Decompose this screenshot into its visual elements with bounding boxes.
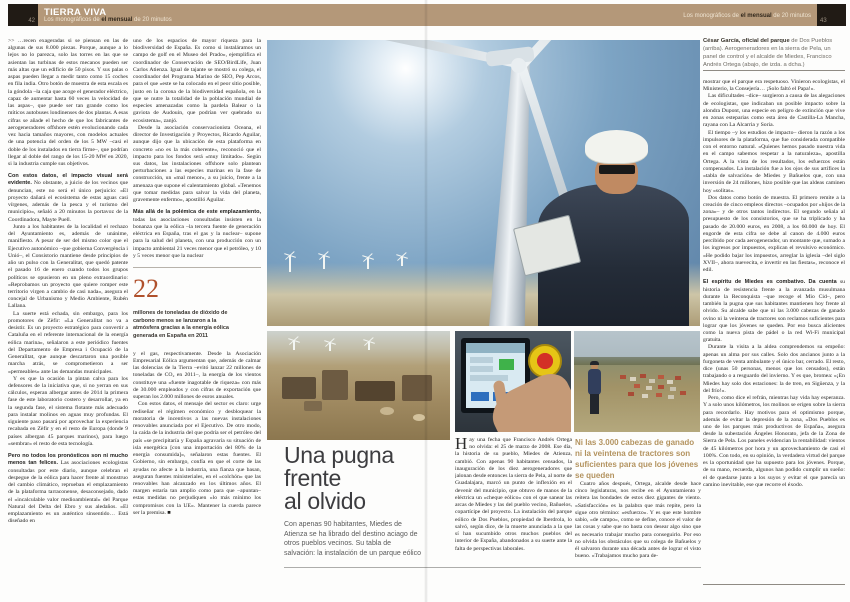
cap-icon <box>590 361 599 365</box>
left-page-number-box <box>8 4 38 26</box>
subtitle-suffix: de 20 minutos <box>132 17 172 23</box>
feature-column-intro <box>455 437 572 565</box>
photo-mayor-and-village <box>574 331 700 432</box>
paragraph: El espíritu de Miedes es combativo. Da cuenta su historia de resistencia frente a la avanzada musulmana durante la Reconquista –que recoge el Mio Cid–, pero también la pugna que sus habitantes mantienen hoy frente al olvido. Su alcalde sabe que ni las 3.000 cabezas de ganado ovino ni la veintena de tractores son reclamos suficientes para lograr que los jóvenes se queden. Por eso busca alicientes como la nueva pista de pádel o la red Wi-Fi municipal gratuita. <box>703 279 845 344</box>
distant-turbine-icon <box>323 255 325 269</box>
statistic-number: 22 <box>133 274 159 304</box>
page-number-left: 42 <box>28 18 35 24</box>
paragraph: Cuatro años después, Ortega, alcalde desde hace cinco legislaturas, nos recibe en el Ayuntamiento y reitera las bondades de estos diez gigantes de viento. «Satisfacción» es la palabra que más repite, pero la sigue otro término: «esfuerzo». Y es que este hombre sabio, «de campo», como se define, conoce el valor de las cosas y sabe que no basta con desear algo sino que es necesario trabajar mucho para conseguirlo. Por eso no olvida los obstáculos que su colega de Bañuelos y él salvaron durante una década antes de lograr el visto bueno. «Trabajamos mucho para de- <box>575 481 701 560</box>
paragraph: Las dificultades –dice– surgieron a causa de las alegaciones de ecologistas, que indicaban un posible impacto sobre la alondra Dupont, una especie en peligro de extinción que vive en zonas esteparias como esta área de Castilla-La Mancha, rayana con La Alcarria y Soria. <box>703 93 845 129</box>
feature-headline <box>284 444 444 513</box>
mayor-figure <box>587 359 603 417</box>
sheep-figure <box>380 407 394 415</box>
left-article-column-1 <box>8 38 128 595</box>
subtitle-suffix: de 20 minutos <box>771 13 811 19</box>
screen-button <box>471 392 489 401</box>
paragraph: Con estos datos, el mensaje del sector es claro: urge rediseñar el régimen económico y desbloquear la moratoria de incentivos a las nuevas instalaciones renovables anunciada por el Ejecutivo. De otro modo, la caída de la industria del que podría ser el petróleo del país «se precipitaría y España agravaría su situación de isla energética [con una importación del 80% de la energía consumida]», señalaron estas fuentes. El Gobierno, sin embargo, confía en que el corte de las ayudas no afecte a la industria, una fianza que basan, aseguran fuentes ministeriales, en el «colchón» que las renovables han alcanzado en los últimos años. El margen estaría tan amplio como para que –apuntan– estas medidas no perjudiquen «lo más mínimo los compromisos con la UE». Mantener la cuerda parece ser la premisa. ■ <box>133 401 261 516</box>
distant-turbine-icon <box>367 257 369 269</box>
paragraph: El tiempo –y los estudios de impacto– dieron la razón a los impulsores de la plataforma, que fue considerada compatible con el entorno natural. «Quienes hemos pasado nuestra vida en el campo sabemos respetar a la naturaleza», apostilla Ortega. A la vista de los resultados, los esfuerzos están compensados. La instalación fue a los ojos de sus artífices la «tabla de salvación» de Miedes y Bañuelos que, con una inversión de 24 millones, hizo posible que las aldeas caminen hoy «solitas». <box>703 129 845 194</box>
feature-bottom-rule <box>284 567 701 568</box>
stone-ruin <box>282 377 316 399</box>
photo-ruins-and-flock <box>267 331 450 440</box>
village-rooftops <box>620 375 626 379</box>
emergency-stop-button <box>528 344 562 378</box>
paragraph: Pero no todos los pronósticos son ni mucho menos tan felices. Las asociaciones ecologistas consultadas por este diario, aunque celebran el despegue de la eólica para hacer frente al monstruo del cambio climático, reprueban el emplazamiento de la plataforma tarraconense, desaconsejado, dado el «incalculable valor medioambiental» del Parque Natural del Delta del Ebro y sus aledaños. «El emplazamiento es un auténtico sinsentido… Está diseñado en <box>8 453 128 525</box>
distant-turbine-icon <box>329 342 331 351</box>
paragraph: Desde la asociación conservacionista Oceana, el director de Investigación y Proyectos, Ricardo Aguilar, aunque dijo que la ubicación de esta plataforma en concreto «no es la más coherente», reconoció que el impacto para los fondos será «muy limitado». Según sus datos, las instalaciones offshore solo plantean perturbaciones a las especies marinas en la fase de construcción, un «mal menor», a su juicio, frente a la amenaza que supone el calentamiento global. «Tenemos que tomar medidas para salvar la vida del planeta, gravemente enfermo», apostilló Aguilar. <box>133 124 261 204</box>
sidebar-photo-caption <box>703 37 845 69</box>
left-article-column-2 <box>133 38 261 595</box>
paragraph: Durante la visita a la aldea comprendemos su empeño: apenas un alma por sus calles. Solo dos ancianos junto a la furgoneta de venta ambulante y el único bar, cerrado. El resto, dice (unas 50 personas, menos que los censados), están trabajando o a resguardo del invierno. Y es que, bromea: «¡En Miedes hay solo dos estaciones: la de tren, en Sigüenza, y la del frío!». <box>703 344 845 394</box>
feature-standfirst: Con apenas 90 habitantes, Miedes de Atienza se ha librado del destino aciago de otros pueblos vecinos. Su tabla de salvación: la instalación de un parque eólico <box>284 521 421 557</box>
paragraph: y el gas, respectivamente. Desde la Asociación Empresarial Eólica argumentan que, además de calmar las dolencias de la Tierra –evitó lanzar 22 millones de toneladas de CO₂ en 2011–, la energía de los vientos constituye una «fuente inagotable de riqueza» con más de 30.000 empleados y con cifras de exportación que superan los 2.000 millones de euros anuales. <box>133 350 261 401</box>
paragraph: Junto a los habitantes de la localidad el rechazo del Ayuntamiento es, además de unánime, manifiesto. A pesar de ser del mismo color que el Ejecutivo autonómico –que gobierna Convergència i Unió–, el Consistorio mantiene desde principios de año un pulso con la Generalitat, que quedó patente el pasado 16 de enero cuando todos los grupos políticos se opusieron en un pleno extraordinario: «Reprobamos un proyecto que quiere romper este territorio virgen a cambio de casi nada», asegura el concejal de Urbanismo y Medio Ambiente, Rubén Lallana. <box>8 223 128 310</box>
feature-column-quote <box>575 437 701 565</box>
stone-ruin <box>304 401 322 411</box>
mayor-legs <box>590 394 599 414</box>
stone-ruin <box>355 381 395 401</box>
header-subtitle-left <box>44 17 172 23</box>
pull-quote: Ni las 3.000 cabezas de ganado ni la veintena de tractores son suficientes para que los jóvenes se queden <box>575 438 699 480</box>
screen-status-green <box>499 359 514 371</box>
photo-control-panel <box>455 331 571 432</box>
stone-ruin <box>322 370 348 400</box>
subtitle-prefix: Los monográficos de <box>44 17 102 23</box>
paragraph: Hay una fecha que Francisco Andrés Ortega no olvida: el 25 de marzo de 2008. Ese día, la historia de su pueblo, Miedes de Atienza, cambió. Con apenas 90 habitantes censados, la inauguración de los diez aerogeneradores que jalonan desde entonces la sierra de Pela, al norte de Guadalajara, marcó un punto de inflexión en el devenir del municipio, que obtuvo de manos de la eléctrica un «cheque eólico» con el que sanear las arcas de Miedes y las del pueblo vecino, Bañuelos, copartícipe del proyecto. La instalación del parque eólico de Dos Pueblos, propiedad de Iberdrola, lo salvó, según dice, de la muerte anunciada a la que sí han sucumbido otros muchos pueblos del interior de España, abandonados a su suerte ante la falta de perspectivas laborales. <box>455 437 572 552</box>
drop-cap: H <box>455 437 468 453</box>
paragraph: mostrar que el parque era respetuoso. Vinieron ecologistas, el Ministerio, la Consejería… ¡Solo faltó el Papa!». <box>703 79 845 93</box>
paragraph: Pero, como dice el refrán, mientras hay vida hay esperanza. Y a solo unos kilómetros, los molinos se erigen sobre la sierra para recordarlo. Hay motivos para el optimismo porque, además de evitar la depresión de la zona, «Dos Pueblos es uno de los parques más productivos de España», asegura desde la subestación Ángeles Honorato, jefa de la Zona de Sierra de Pela. Los paneles evidencian la rentabilidad: vientos de 45 kilómetros por hora y un aprovechamiento de casi el 100%. Con todo, en su opinión, la verdadera virtud del parque es la oportunidad que ha supuesto para los jóvenes. Porque, de su mano, recuerda, algunos han podido cumplir un sueño: el de quedarse junto a los suyos y evitar el que parecía un camino inevitable, ese que recorre el éxodo. <box>703 395 845 488</box>
screen-field <box>470 366 493 372</box>
paragraph: Y es que la ocasión la pintan calva para los defensores de la iniciativa que, si no yerran en sus cálculos, esperan albergar antes de 2014 la primera fase de este laboratorio costero y desarrollar, ya en la segunda fase, el sistema flotante más adecuado para instalar molinos en aguas muy profundas. El siguiente paso pasará por aprovechar la experiencia recabada en Zèfir y en el resto de Europa (donde 9 países albergan 45 parques marinos), para luego «sembrar» el resto de esta tecnología. <box>8 375 128 447</box>
sidebar-column <box>703 79 845 579</box>
subtitle-brand: el mensual <box>740 13 772 19</box>
screen-field <box>470 375 509 381</box>
caption-rest: de Dos Pueblos (arriba). Aerogeneradores en la sierra de Pela, un panel de control y el alcalde de Miedes, Francisco Andrés Ortega (abajo, de izda. a dcha.) <box>703 38 833 69</box>
header-subtitle-right <box>683 13 811 19</box>
paragraph: Dos datos como botón de muestra. El primero remite a la creación de cinco empleos directos –ocupados por «hijos de la zona»– y de otros tantos indirectos. El segundo señala al presupuesto de los consistorios, que se ha triplicado y ha pasado de 20.000 euros, en 2008, a los 60.000 de hoy. El engorde de esta cifra se debe al canon de 4.000 euros percibido por cada aerogenerador, un montante que, sumado a los ingresos por impuestos, explican el revulsivo económico. «He podido bajar los impuestos, arreglar la iglesia –del siglo XVII–, ahora nuevecita, e invertir en las fiestas», reconoce el edil. <box>703 194 845 274</box>
statistic-block <box>133 267 261 341</box>
distant-turbine-icon <box>289 255 291 272</box>
main-photo-wind-turbine-worker <box>267 40 700 326</box>
right-page-number-box <box>817 4 846 26</box>
distant-turbine-icon <box>401 256 403 266</box>
headline-line: al olvido <box>284 488 366 514</box>
paragraph: >> …recen exageradas si se piensan en las de algunas de sus 8.000 piezas. Porque, aunque a lo lejos no lo parezca, solo las torres en las que se asientan las turbinas de estos mecanos pueden ser más altas que un edificio de 50 pisos. Y sus palas o aspas pueden llegar a medir tanto como 15 coches en fila india. Otro botón de muestra de esta escala es la góndola –la caja que acoge el generador eléctrico, capaz de aumentar hasta 60 veces la velocidad de las aspas–, que puede ser tan grande como los míticos autobuses londinenses de dos plantas. A esas cifras se añade el hecho de que los fabricantes de aerogeneradores offshore estén evolucionando cada vez hacia tamaños mayores, con modelos actuales de una potencia del orden de los 5 MW –casi el doble de los instalados en tierra firme–, que podrían llegar al doble del rango de los 15-20 MW en 2020, si la industria cumple sus objetivos. <box>8 38 128 167</box>
statistic-caption: millones de toneladas de dióxido de carbono menos se lanzaron a la atmósfera gracias a la energía eólica generada en España en 2011 <box>133 310 229 340</box>
distant-turbine-icon <box>368 341 370 350</box>
screen-titlebar <box>466 343 524 353</box>
caption-lead: César García, oficial del parque <box>703 38 790 44</box>
hard-hat-icon <box>585 130 648 163</box>
sunglasses-icon <box>599 165 635 175</box>
worker-figure <box>531 132 696 326</box>
sidebar-top-rule <box>703 70 845 71</box>
sidebar-bottom-rule <box>703 584 845 585</box>
page-gutter <box>424 0 428 602</box>
paragraph: Más allá de la polémica de este emplazamiento, todas las asociaciones consultadas insisten en la bonanza que la eólica –la tercera fuente de generación eléctrica en España, tras el gas y la nuclear– supone para la salud del planeta, con una producción con un impacto ambiental 21 veces menor que el petróleo, y 10 y 5 veces menor que la nuclear <box>133 209 261 259</box>
paragraph: uno de los espacios de mayor riqueza para la biodiversidad de España. Es como si instaláramos un campo de golf en el Museo del Prado», ejemplifica el coordinador de Conservación de SEO/BirdLife, Juan Carlos Atienza. Igual de tajante se mostró su colega, el coordinador del Programa Marino de SEO, Pep Arcos, para el que «este se ha colocado en el peor sitio posible, justo en la corona de la biodiversidad española, en la que se nutre la totalidad de la población mundial de especies amenazadas como la pardela Balear o la gaviota de Audouin, que podrían ver quebrado su ecosistema», zanjó. <box>133 38 261 124</box>
headline-line: Una pugna <box>284 442 394 468</box>
distant-turbine-icon <box>293 340 295 350</box>
paragraph: Con estos datos, el impacto visual será evidente. No obstante, a juicio de los vecinos que denuncian, este no será el único perjuicio: «El proyecto dañará el ecosistema de estas aguas casi vírgenes, además de la pesca y el turismo del municipio», señaló a 20 minutos la portavoz de la Coordinadora, Mayte Puell. <box>8 173 128 223</box>
paragraph: La suerte está echada, sin embargo, para los promotores de Zèfir: «La Generalitat no va a desistir. Es un proyecto estratégico para convertir a Cataluña en el referente internacional de la energía eólica marina», señalaron a este periódico fuentes del Departamento de Empresa i Ocupació de la Generalitat, que aunque descartaron una posible marcha atrás, se comprometieron a ser «permeables» ante las demandas municipales. <box>8 310 128 375</box>
page-number-right: 43 <box>820 18 827 24</box>
headline-line: frente <box>284 465 342 491</box>
screen-field <box>470 357 493 363</box>
mayor-coat <box>588 369 601 395</box>
subtitle-prefix: Los monográficos de <box>683 13 741 19</box>
section-title: TIERRA VIVA <box>44 7 107 18</box>
subtitle-brand: el mensual <box>101 17 133 23</box>
